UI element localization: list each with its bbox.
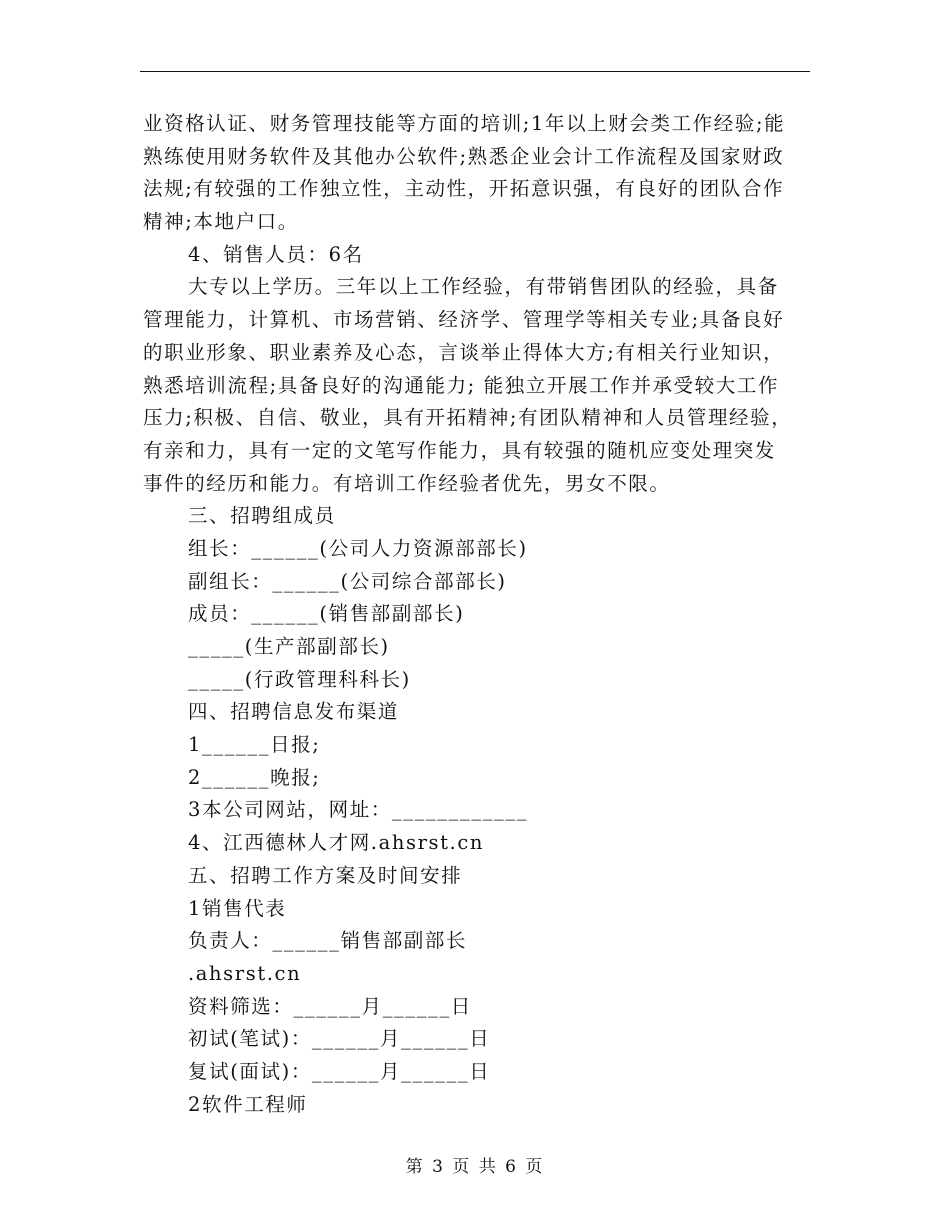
text-line: 复试(面试)：______月______日: [188, 1059, 491, 1083]
text-line: _____(生产部副部长): [188, 635, 390, 658]
text-line: 的职业形象、职业素养及心态，言谈举止得体大方;有相关行业知识，: [143, 340, 785, 364]
text-line: 压力;积极、自信、敬业，具有开拓精神;有团队精神和人员管理经验，: [143, 406, 793, 430]
document-body: [143, 108, 811, 1121]
header-rule: [140, 71, 810, 72]
text-line: 精神;本地户口。: [143, 210, 299, 234]
text-line: 资料筛选：______月______日: [188, 994, 472, 1018]
text-line: 1销售代表: [188, 896, 287, 920]
text-line: 成员：______(销售部副部长): [188, 602, 465, 626]
text-line: 四、招聘信息发布渠道: [188, 700, 400, 724]
text-line: 熟练使用财务软件及其他办公软件;熟悉企业会计工作流程及国家财政: [143, 144, 785, 168]
text-line: 4、江西德林人才网.ahsrst.cn: [188, 831, 485, 855]
text-line: 业资格认证、财务管理技能等方面的培训;1年以上财会类工作经验;能: [143, 112, 786, 135]
text-line: 1______日报;: [188, 733, 321, 757]
text-line: 2软件工程师: [188, 1092, 308, 1116]
text-line: 事件的经历和能力。有培训工作经验者优先，男女不限。: [143, 471, 671, 495]
text-line: 3本公司网站，网址：____________: [188, 798, 529, 822]
text-line: 有亲和力，具有一定的文笔写作能力，具有较强的随机应变处理突发: [143, 438, 777, 462]
text-line: 4、销售人员：6名: [188, 242, 364, 266]
text-line: 熟悉培训流程;具备良好的沟通能力; 能独立开展工作并承受较大工作: [143, 373, 780, 397]
text-line: 大专以上学历。三年以上工作经验，有带销售团队的经验，具备: [188, 275, 779, 299]
page-footer: 第 3 页 共 6 页: [405, 1157, 545, 1177]
text-line: 负责人：______销售部副部长: [188, 929, 468, 953]
text-line: _____(行政管理科科长): [188, 667, 411, 691]
text-line: 组长：______(公司人力资源部部长): [188, 536, 528, 560]
text-line: 三、招聘组成员: [188, 504, 336, 528]
text-line: .ahsrst.cn: [188, 961, 302, 985]
text-line: 副组长：______(公司综合部部长): [188, 569, 507, 593]
text-line: 法规;有较强的工作独立性，主动性，开拓意识强，有良好的团队合作: [143, 177, 785, 201]
text-line: 初试(笔试)：______月______日: [188, 1027, 491, 1051]
text-line: 管理能力，计算机、市场营销、经济学、管理学等相关专业;具备良好: [143, 308, 785, 332]
text-line: 五、招聘工作方案及时间安排: [188, 863, 463, 887]
text-line: 2______晚报;: [188, 765, 321, 789]
